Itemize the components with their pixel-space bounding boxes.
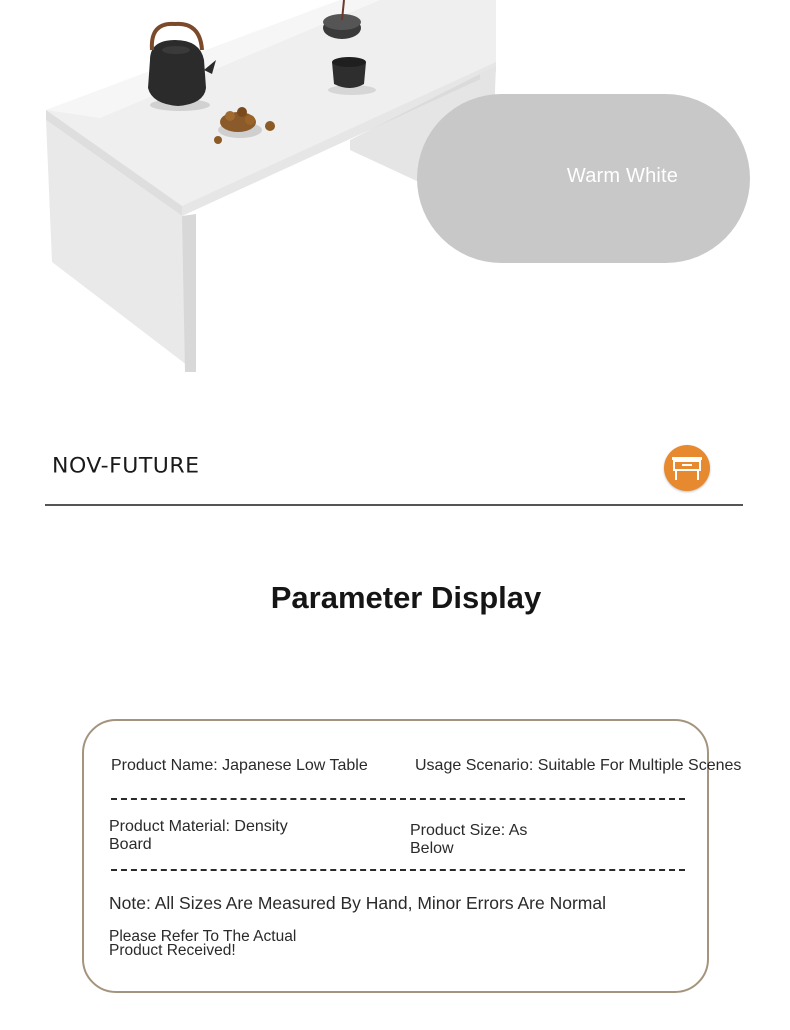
measurement-note: Note: All Sizes Are Measured By Hand, Minor Errors Are Normal xyxy=(109,893,606,913)
usage-scenario: Usage Scenario: Suitable For Multiple Scenes xyxy=(415,757,742,774)
product-material: Product Material: Density Board xyxy=(109,818,288,853)
brand-logo-text: NOV-FUTURE xyxy=(52,454,200,479)
section-title: Parameter Display xyxy=(270,580,542,615)
divider-dashed-2 xyxy=(111,869,685,871)
table-icon xyxy=(664,445,710,491)
product-size: Product Size: As Below xyxy=(410,822,528,857)
refer-note: Please Refer To The Actual Product Received! xyxy=(109,928,297,959)
product-name: Product Name: Japanese Low Table xyxy=(111,757,368,774)
brand-divider xyxy=(45,504,743,506)
color-label: Warm White xyxy=(566,165,679,187)
divider-dashed-1 xyxy=(111,798,685,800)
hero-section xyxy=(0,0,790,400)
